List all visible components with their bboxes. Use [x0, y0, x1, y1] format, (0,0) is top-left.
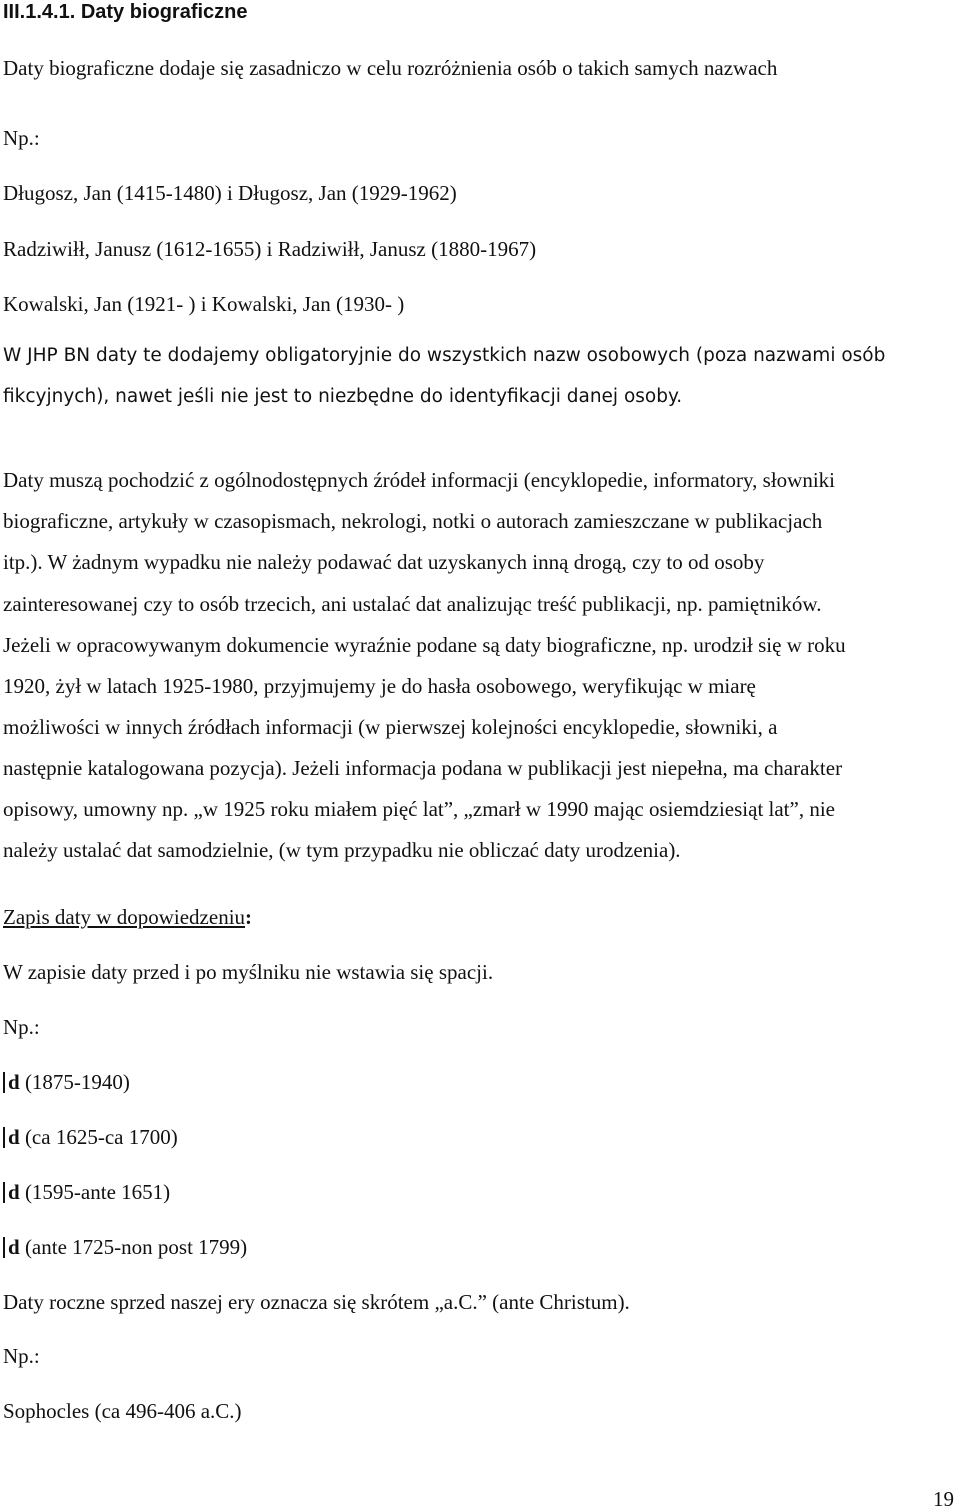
intro-text: Daty biograficzne dodaje się zasadniczo w celu rozróżnienia osób o takich samych nazwach: [3, 56, 778, 80]
example-line: Kowalski, Jan (1921- ) i Kowalski, Jan (1930- ): [3, 292, 405, 316]
paragraph-line: Daty muszą pochodzić z ogólnodostępnych źródeł informacji (encyklopedie, informatory, słowniki: [3, 468, 835, 492]
subheading-text: Zapis daty w dopowiedzeniu: [3, 905, 246, 929]
paragraph-line: zainteresowanej czy to osób trzecich, ani ustalać dat analizując treść publikacji, np. pamiętników.: [3, 592, 822, 616]
d-code: d: [8, 1180, 20, 1204]
d-code: d: [8, 1125, 20, 1149]
example-line: Długosz, Jan (1415-1480) i Długosz, Jan (1929-1962): [3, 181, 457, 205]
d-value: (1875-1940): [19, 1070, 130, 1094]
subheading: [3, 905, 252, 930]
paragraph-line: następnie katalogowana pozycja). Jeżeli informacja podana w publikacji jest niepełna, ma charakter: [3, 756, 843, 780]
d-value: (1595-ante 1651): [19, 1180, 171, 1204]
section-heading: III.1.4.1. Daty biograficzne: [3, 1, 248, 23]
paragraph-line: opisowy, umowny np. „w 1925 roku miałem pięć lat”, „zmarł w 1990 mając osiemdziesiąt lat”, nie: [3, 797, 835, 821]
subfield-delimiter-icon: [3, 1127, 5, 1148]
d-code: d: [8, 1070, 20, 1094]
d-example: [3, 1235, 247, 1260]
paragraph-line: Jeżeli w opracowywanym dokumencie wyraźnie podane są daty biograficzne, np. urodził się w roku: [3, 633, 846, 657]
ac-note: Daty roczne sprzed naszej ery oznacza się skrótem „a.C.” (ante Christum).: [3, 1290, 630, 1314]
paragraph-line: możliwości w innych źródłach informacji (w pierwszej kolejności encyklopedie, słowniki, a: [3, 715, 778, 739]
paragraph-line: 1920, żył w latach 1925-1980, przyjmujemy je do hasła osobowego, weryfikując w miarę: [3, 674, 756, 698]
d-value: (ca 1625-ca 1700): [19, 1125, 178, 1149]
np-label: Np.:: [3, 126, 40, 150]
d-code: d: [8, 1235, 20, 1259]
jhp-text-line: fikcyjnych), nawet jeśli nie jest to niezbędne do identyfikacji danej osoby.: [3, 386, 683, 407]
paragraph-line: biograficzne, artykuły w czasopismach, nekrologi, notki o autorach zamieszczane w publikacjach: [3, 509, 823, 533]
d-example: [3, 1125, 178, 1150]
np-label: Np.:: [3, 1015, 40, 1039]
jhp-text-line: W JHP BN daty te dodajemy obligatoryjnie do wszystkich nazw osobowych (poza nazwami osób: [3, 345, 886, 366]
d-example: [3, 1180, 170, 1205]
subfield-delimiter-icon: [3, 1072, 5, 1093]
d-example: [3, 1070, 130, 1095]
subheading-note: W zapisie daty przed i po myślniku nie wstawia się spacji.: [3, 960, 494, 984]
d-value: (ante 1725-non post 1799): [19, 1235, 248, 1259]
example-line: Radziwiłł, Janusz (1612-1655) i Radziwiłł, Janusz (1880-1967): [3, 237, 537, 261]
final-example: Sophocles (ca 496-406 a.C.): [3, 1399, 242, 1423]
paragraph-line: itp.). W żadnym wypadku nie należy podawać dat uzyskanych inną drogą, czy to od osoby: [3, 550, 765, 574]
subfield-delimiter-icon: [3, 1182, 5, 1203]
paragraph-line: należy ustalać dat samodzielnie, (w tym przypadku nie obliczać daty urodzenia).: [3, 838, 681, 862]
subfield-delimiter-icon: [3, 1237, 5, 1258]
np-label: Np.:: [3, 1344, 40, 1368]
subheading-colon: :: [245, 905, 253, 929]
page-number: 19: [933, 1487, 954, 1511]
